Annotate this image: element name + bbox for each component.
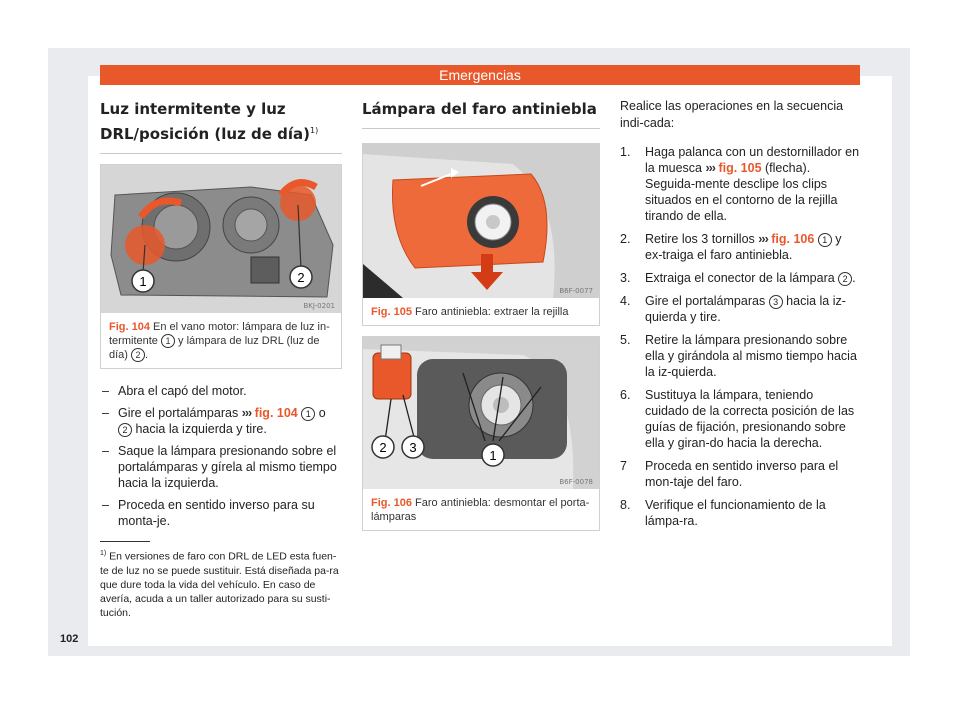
section-title-drl: Luz intermitente y luz DRL/posición (luz de día)$^{1)}$ bbox=[100, 98, 342, 154]
fog-lamp-holder-illustration bbox=[363, 337, 599, 489]
figure-code: B6F-0078 bbox=[559, 478, 593, 486]
right-column bbox=[620, 98, 860, 536]
list-item: – Gire el portalámparas ››› fig. 104 1 o 2 hacia la izquierda y tire. bbox=[100, 405, 342, 437]
steps-list bbox=[100, 383, 342, 529]
list-item: 5. Retire la lámpara presionando sobre ella y girándola al mismo tiempo hacia la iz-quierda. bbox=[620, 333, 857, 379]
list-item: – Saque la lámpara presionando sobre el portalámparas y gírela al mismo tiempo hacia la izquierda. bbox=[100, 443, 342, 491]
figure-code: B6F-0077 bbox=[559, 287, 593, 295]
section-header: Emergencias bbox=[100, 65, 860, 85]
list-item: 6. Sustituya la lámpara, teniendo cuidado de la correcta posición de las guías de fijación, presionando sobre ella y giran-do hacia la derecha. bbox=[620, 388, 855, 450]
callout-1: 1 bbox=[489, 448, 497, 463]
callout-1: 1 bbox=[139, 274, 147, 289]
list-item: 3. Extraiga el conector de la lámpara 2 . bbox=[620, 271, 856, 285]
fog-grille-illustration bbox=[363, 144, 599, 298]
figure-code: BKJ-0201 bbox=[303, 302, 335, 310]
fog-grille-image bbox=[363, 144, 599, 298]
figure-link[interactable]: fig. 104 bbox=[254, 406, 298, 420]
footnote: $^{1)}$ En versiones de faro con DRL de LED esta fuen-te de luz no se puede sustituir. Está diseñada pa-ra que dure toda la vida del vehículo. En caso de avería, acuda a un taller autorizado para su susti-tución. bbox=[100, 550, 339, 619]
headlight-engine-image bbox=[101, 165, 341, 313]
figure-link[interactable]: fig. 105 bbox=[718, 161, 762, 175]
list-item: – Proceda en sentido inverso para su monta-je. bbox=[100, 497, 342, 529]
callout-2: 2 bbox=[379, 440, 387, 455]
list-item: 7 Proceda en sentido inverso para el mon-taje del faro. bbox=[620, 459, 839, 489]
figure-caption: Fig. 106 Faro antiniebla: desmontar el porta-lámparas bbox=[371, 497, 590, 523]
list-item: 2. Retire los 3 tornillos ››› fig. 106 1 y ex-traiga el faro antiniebla. bbox=[620, 232, 842, 262]
figure-label: Fig. 106 bbox=[371, 497, 412, 509]
list-item: 8. Verifique el funcionamiento de la lámpa-ra. bbox=[620, 498, 826, 528]
list-item: – Abra el capó del motor. bbox=[100, 383, 342, 399]
figure-caption: Fig. 104 En el vano motor: lámpara de luz in-termitente 1 y lámpara de luz DRL (luz de día) 2 . bbox=[109, 321, 330, 361]
procedure-intro: Realice las operaciones en la secuencia indi-cada: bbox=[620, 99, 844, 130]
footnote-divider bbox=[100, 541, 150, 542]
figure-105 bbox=[362, 143, 600, 326]
figure-caption: Fig. 105 Faro antiniebla: extraer la rejilla bbox=[371, 306, 569, 318]
figure-label: Fig. 104 bbox=[109, 321, 150, 333]
figure-label: Fig. 105 bbox=[371, 306, 412, 318]
callout-3: 3 bbox=[409, 440, 417, 455]
figure-104 bbox=[100, 164, 342, 369]
figure-106 bbox=[362, 336, 600, 531]
list-item: 1. Haga palanca con un destornillador en la muesca ››› fig. 105 (flecha). Seguida-mente desclipe los clips situados en el contorno de la rejilla tirando de ella. bbox=[620, 145, 860, 223]
fog-lamp-holder-image bbox=[363, 337, 599, 489]
list-item: 4. Gire el portalámparas 3 hacia la iz-quierda y tire. bbox=[620, 294, 846, 324]
callout-badge: 2 bbox=[131, 348, 145, 362]
section-title-fog-lamp: Lámpara del faro antiniebla bbox=[362, 98, 600, 129]
figure-link[interactable]: fig. 106 bbox=[771, 232, 815, 246]
callout-badge: 1 bbox=[161, 334, 175, 348]
left-column bbox=[100, 98, 342, 535]
callout-2: 2 bbox=[297, 270, 305, 285]
footnote-ref: 1) bbox=[310, 126, 319, 135]
headlight-illustration bbox=[101, 165, 341, 313]
page-number: 102 bbox=[60, 633, 79, 645]
middle-column bbox=[362, 98, 600, 531]
procedure-steps bbox=[620, 144, 860, 529]
